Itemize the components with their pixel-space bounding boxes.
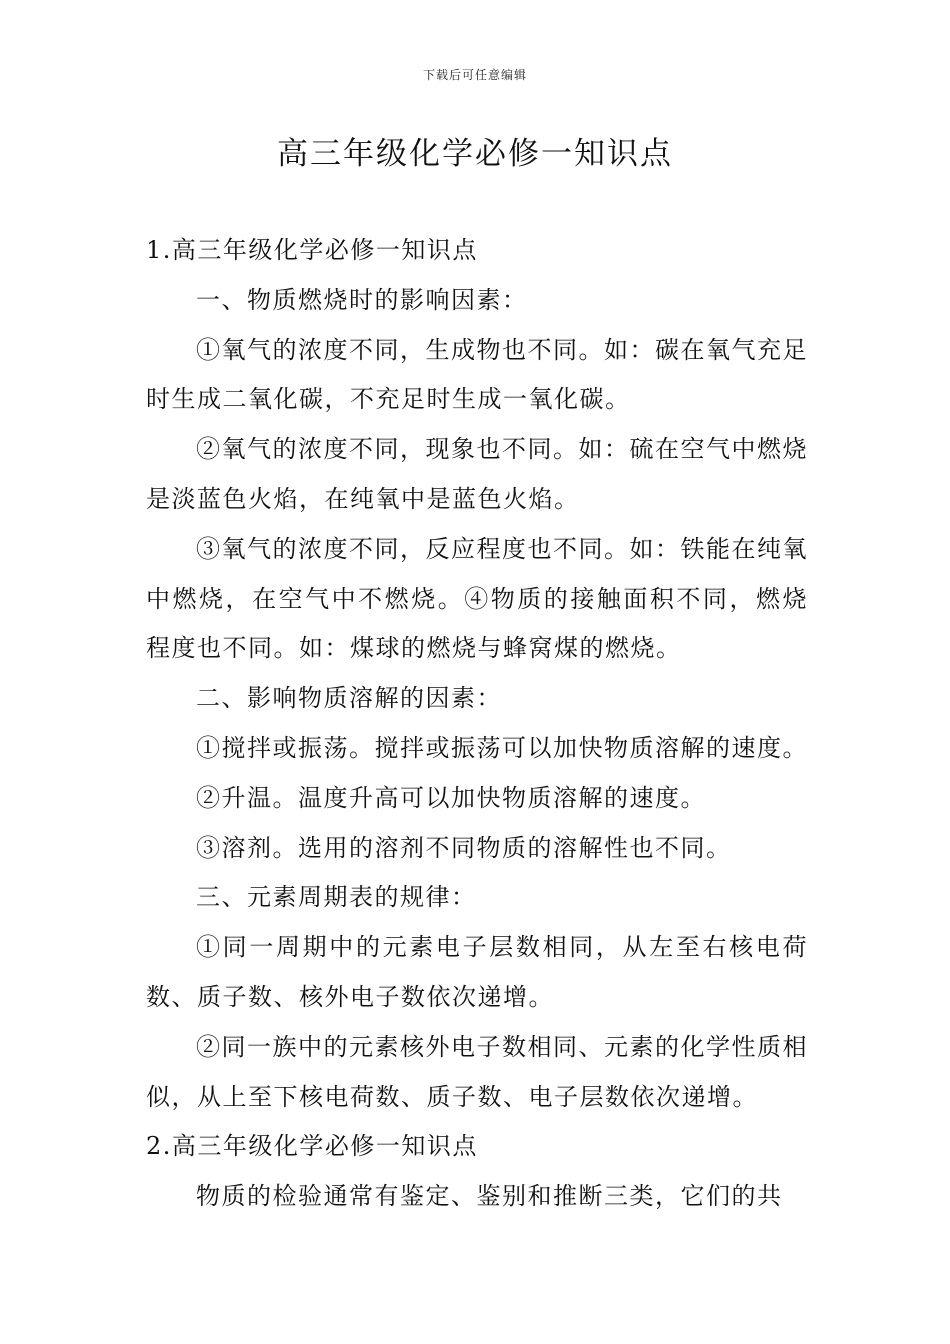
paragraph: ②升温。温度升高可以加快物质溶解的速度。 <box>196 783 706 812</box>
header-note: 下载后可任意编辑 <box>422 68 527 82</box>
paragraph: 三、元素周期表的规律： <box>196 883 477 912</box>
paragraph: ③氧气的浓度不同，反应程度也不同。如：铁能在纯氧中燃烧，在空气中不燃烧。④物质的接触面积不同，燃烧程度也不同。如：煤球的燃烧与蜂窝煤的燃烧。 <box>146 534 808 663</box>
paragraph: 二、影响物质溶解的因素： <box>196 684 502 713</box>
paragraph: 1.高三年级化学必修一知识点 <box>146 236 478 264</box>
document-body <box>146 226 808 1222</box>
document-title: 高三年级化学必修一知识点 <box>277 136 673 172</box>
paragraph: ①同一周期中的元素电子层数相同，从左至右核电荷数、质子数、核外电子数依次递增。 <box>146 933 808 1011</box>
paragraph: 2.高三年级化学必修一知识点 <box>146 1132 478 1161</box>
paragraph: ①氧气的浓度不同，生成物也不同。如：碳在氧气充足时生成二氧化碳，不充足时生成一氧化碳。 <box>146 335 808 414</box>
paragraph: 一、物质燃烧时的影响因素： <box>196 285 528 314</box>
paragraph: ①搅拌或振荡。搅拌或振荡可以加快物质溶解的速度。 <box>196 733 808 762</box>
paragraph: ③溶剂。选用的溶剂不同物质的溶解性也不同。 <box>196 833 732 862</box>
paragraph: 物质的检验通常有鉴定、鉴别和推断三类，它们的共 <box>196 1182 783 1211</box>
paragraph: ②同一族中的元素核外电子数相同、元素的化学性质相似，从上至下核电荷数、质子数、电子层数依次递增。 <box>146 1032 808 1111</box>
paragraph: ②氧气的浓度不同，现象也不同。如：硫在空气中燃烧是淡蓝色火焰，在纯氧中是蓝色火焰。 <box>146 435 808 513</box>
